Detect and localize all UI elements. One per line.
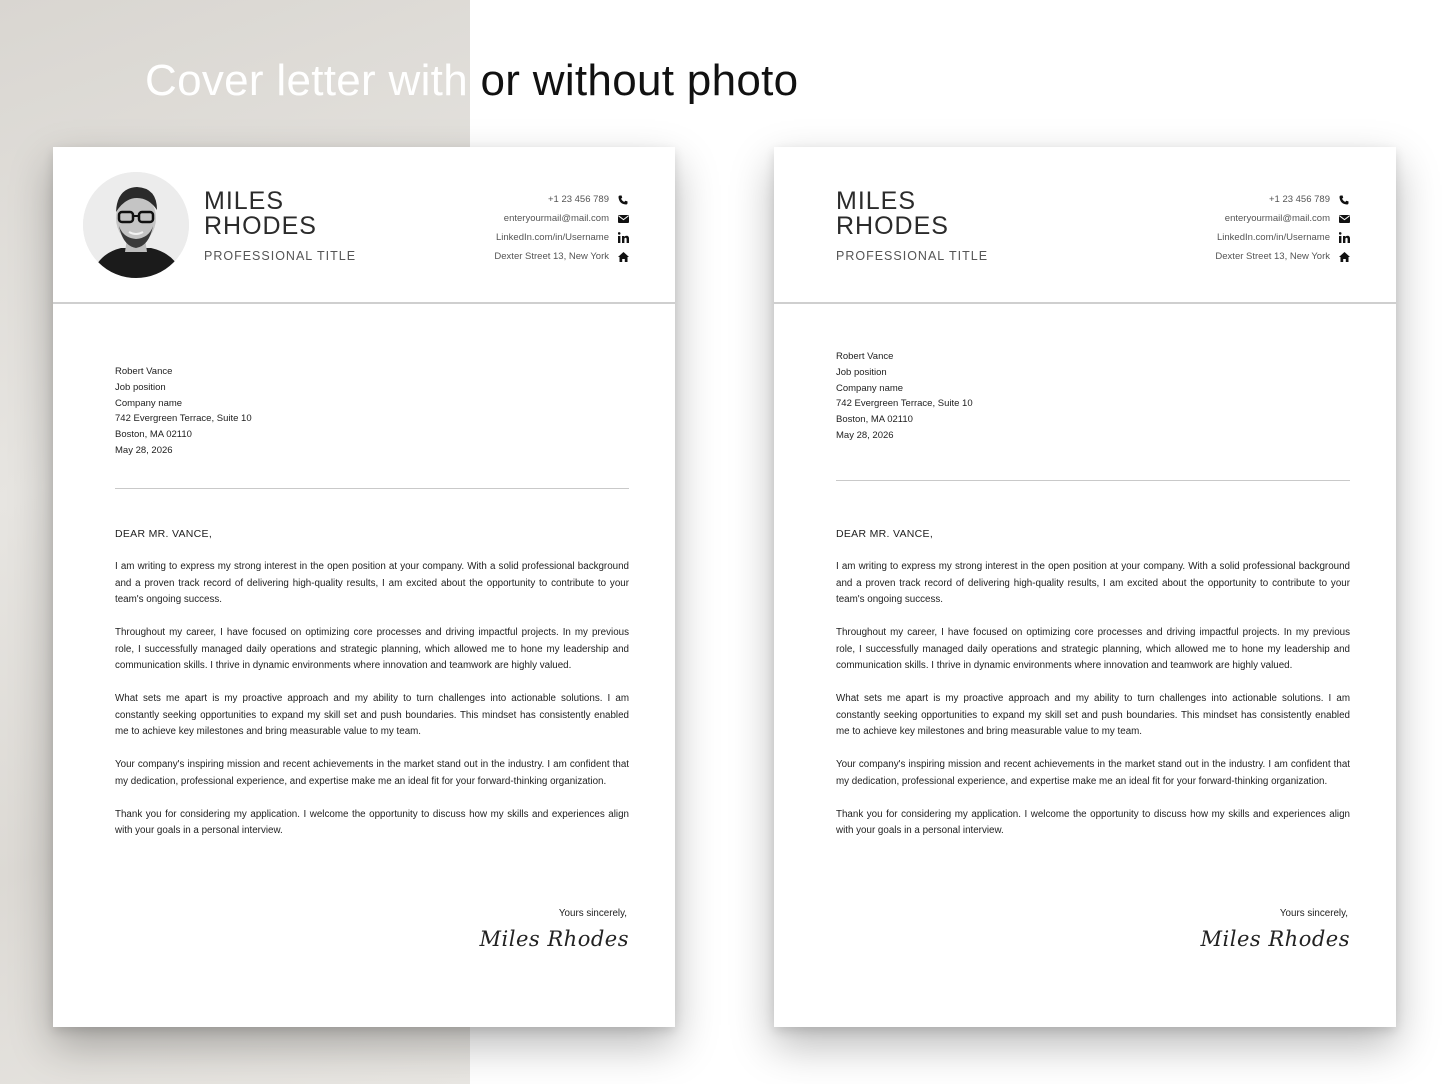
header-divider — [774, 302, 1396, 304]
paragraph: Thank you for considering my application. I welcome the opportunity to discuss how my skills and experiences align with your goals in a personal interview. — [836, 808, 1350, 836]
home-icon — [616, 252, 630, 262]
headline-part2: or without photo — [467, 56, 799, 105]
linkedin-text: LinkedIn.com/in/Username — [496, 232, 609, 243]
contact-list — [430, 190, 630, 266]
closing: Yours sincerely, — [1279, 908, 1348, 919]
cover-letter-with-photo — [53, 147, 675, 1027]
email-text: enteryourmail@mail.com — [1224, 213, 1330, 224]
paragraph: I am writing to express my strong interest in the open position at your company. With a solid professional background and a proven track record of delivering high-quality results, I am excited about the opportunity to contribute to your team's ongoing success. — [115, 561, 629, 605]
recipient-block — [836, 349, 973, 444]
phone-text: +1 23 456 789 — [1268, 194, 1330, 205]
paragraph: Your company's inspiring mission and recent achievements in the market stand out in the industry. I am confident that my dedication, professional experience, and expertise make me an ideal fit for your forward-thinking organization. — [836, 759, 1350, 787]
recipient-street: 742 Evergreen Terrace, Suite 10 — [115, 413, 252, 425]
recipient-block — [115, 364, 252, 459]
letter-body — [836, 559, 1350, 856]
envelope-icon — [1337, 215, 1351, 223]
contact-email — [1151, 209, 1351, 228]
letter-date: May 28, 2026 — [836, 429, 894, 441]
contact-address — [1151, 247, 1351, 266]
headline — [145, 56, 798, 106]
phone-icon — [616, 195, 630, 205]
professional-title: PROFESSIONAL TITLE — [836, 249, 989, 263]
first-name: MILES — [204, 187, 285, 215]
paragraph: Thank you for considering my application. I welcome the opportunity to discuss how my skills and experiences align with your goals in a personal interview. — [115, 808, 629, 836]
contact-linkedin — [430, 228, 630, 247]
recipient-street: 742 Evergreen Terrace, Suite 10 — [836, 398, 973, 410]
signature: Miles Rhodes — [479, 927, 629, 951]
name-block — [836, 189, 988, 263]
paragraph: Throughout my career, I have focused on optimizing core processes and driving impactful projects. In my previous role, I successfully managed daily operations and strategic planning, which allowed me to hone my leadership and communication skills. I thrive in dynamic environments where innovation and teamwork are highly valued. — [115, 627, 629, 671]
profile-photo — [83, 172, 189, 278]
paragraph: I am writing to express my strong interest in the open position at your company. With a solid professional background and a proven track record of delivering high-quality results, I am excited about the opportunity to contribute to your team's ongoing success. — [836, 561, 1350, 605]
contact-email — [430, 209, 630, 228]
recipient-name: Robert Vance — [115, 366, 173, 377]
contact-list — [1151, 190, 1351, 266]
paragraph: Your company's inspiring mission and recent achievements in the market stand out in the industry. I am confident that my dedication, professional experience, and expertise make me an ideal fit for your forward-thinking organization. — [115, 759, 629, 787]
header-divider — [53, 302, 675, 304]
last-name: RHODES — [836, 212, 949, 240]
contact-phone — [1151, 190, 1351, 209]
recipient-city: Boston, MA 02110 — [836, 414, 913, 426]
paragraph: Throughout my career, I have focused on optimizing core processes and driving impactful projects. In my previous role, I successfully managed daily operations and strategic planning, which allowed me to hone my leadership and communication skills. I thrive in dynamic environments where innovation and teamwork are highly valued. — [836, 627, 1350, 671]
contact-linkedin — [1151, 228, 1351, 247]
recipient-position: Job position — [836, 366, 887, 378]
phone-icon — [1337, 195, 1351, 205]
salutation: DEAR MR. VANCE, — [836, 528, 934, 540]
home-icon — [1337, 252, 1351, 262]
contact-address — [430, 247, 630, 266]
phone-text: +1 23 456 789 — [547, 194, 609, 205]
recipient-position: Job position — [115, 381, 166, 393]
headline-part1: Cover letter with — [145, 56, 468, 105]
paragraph: What sets me apart is my proactive approach and my ability to turn challenges into actionable solutions. I am constantly seeking opportunities to expand my skill set and push boundaries. This mindset has consistently enabled me to achieve key milestones and bring measurable value to my team. — [836, 693, 1350, 737]
recipient-name: Robert Vance — [836, 351, 894, 362]
name-block — [204, 189, 356, 263]
signature: Miles Rhodes — [1200, 927, 1350, 951]
recipient-company: Company name — [115, 397, 183, 409]
body-divider — [836, 480, 1350, 481]
linkedin-text: LinkedIn.com/in/Username — [1217, 232, 1330, 243]
paragraph: What sets me apart is my proactive approach and my ability to turn challenges into actionable solutions. I am constantly seeking opportunities to expand my skill set and push boundaries. This mindset has consistently enabled me to achieve key milestones and bring measurable value to my team. — [115, 693, 629, 737]
recipient-city: Boston, MA 02110 — [115, 429, 192, 441]
closing: Yours sincerely, — [558, 908, 627, 919]
professional-title: PROFESSIONAL TITLE — [204, 249, 357, 263]
letter-date: May 28, 2026 — [115, 444, 173, 456]
recipient-company: Company name — [836, 382, 904, 394]
first-name: MILES — [836, 187, 917, 215]
cover-letter-without-photo — [774, 147, 1396, 1027]
address-text: Dexter Street 13, New York — [494, 251, 609, 262]
address-text: Dexter Street 13, New York — [1215, 251, 1330, 262]
linkedin-icon — [1337, 232, 1351, 243]
linkedin-icon — [616, 232, 630, 243]
last-name: RHODES — [204, 212, 317, 240]
envelope-icon — [616, 215, 630, 223]
email-text: enteryourmail@mail.com — [503, 213, 609, 224]
salutation: DEAR MR. VANCE, — [115, 528, 213, 540]
letter-body — [115, 559, 629, 856]
contact-phone — [430, 190, 630, 209]
body-divider — [115, 488, 629, 489]
